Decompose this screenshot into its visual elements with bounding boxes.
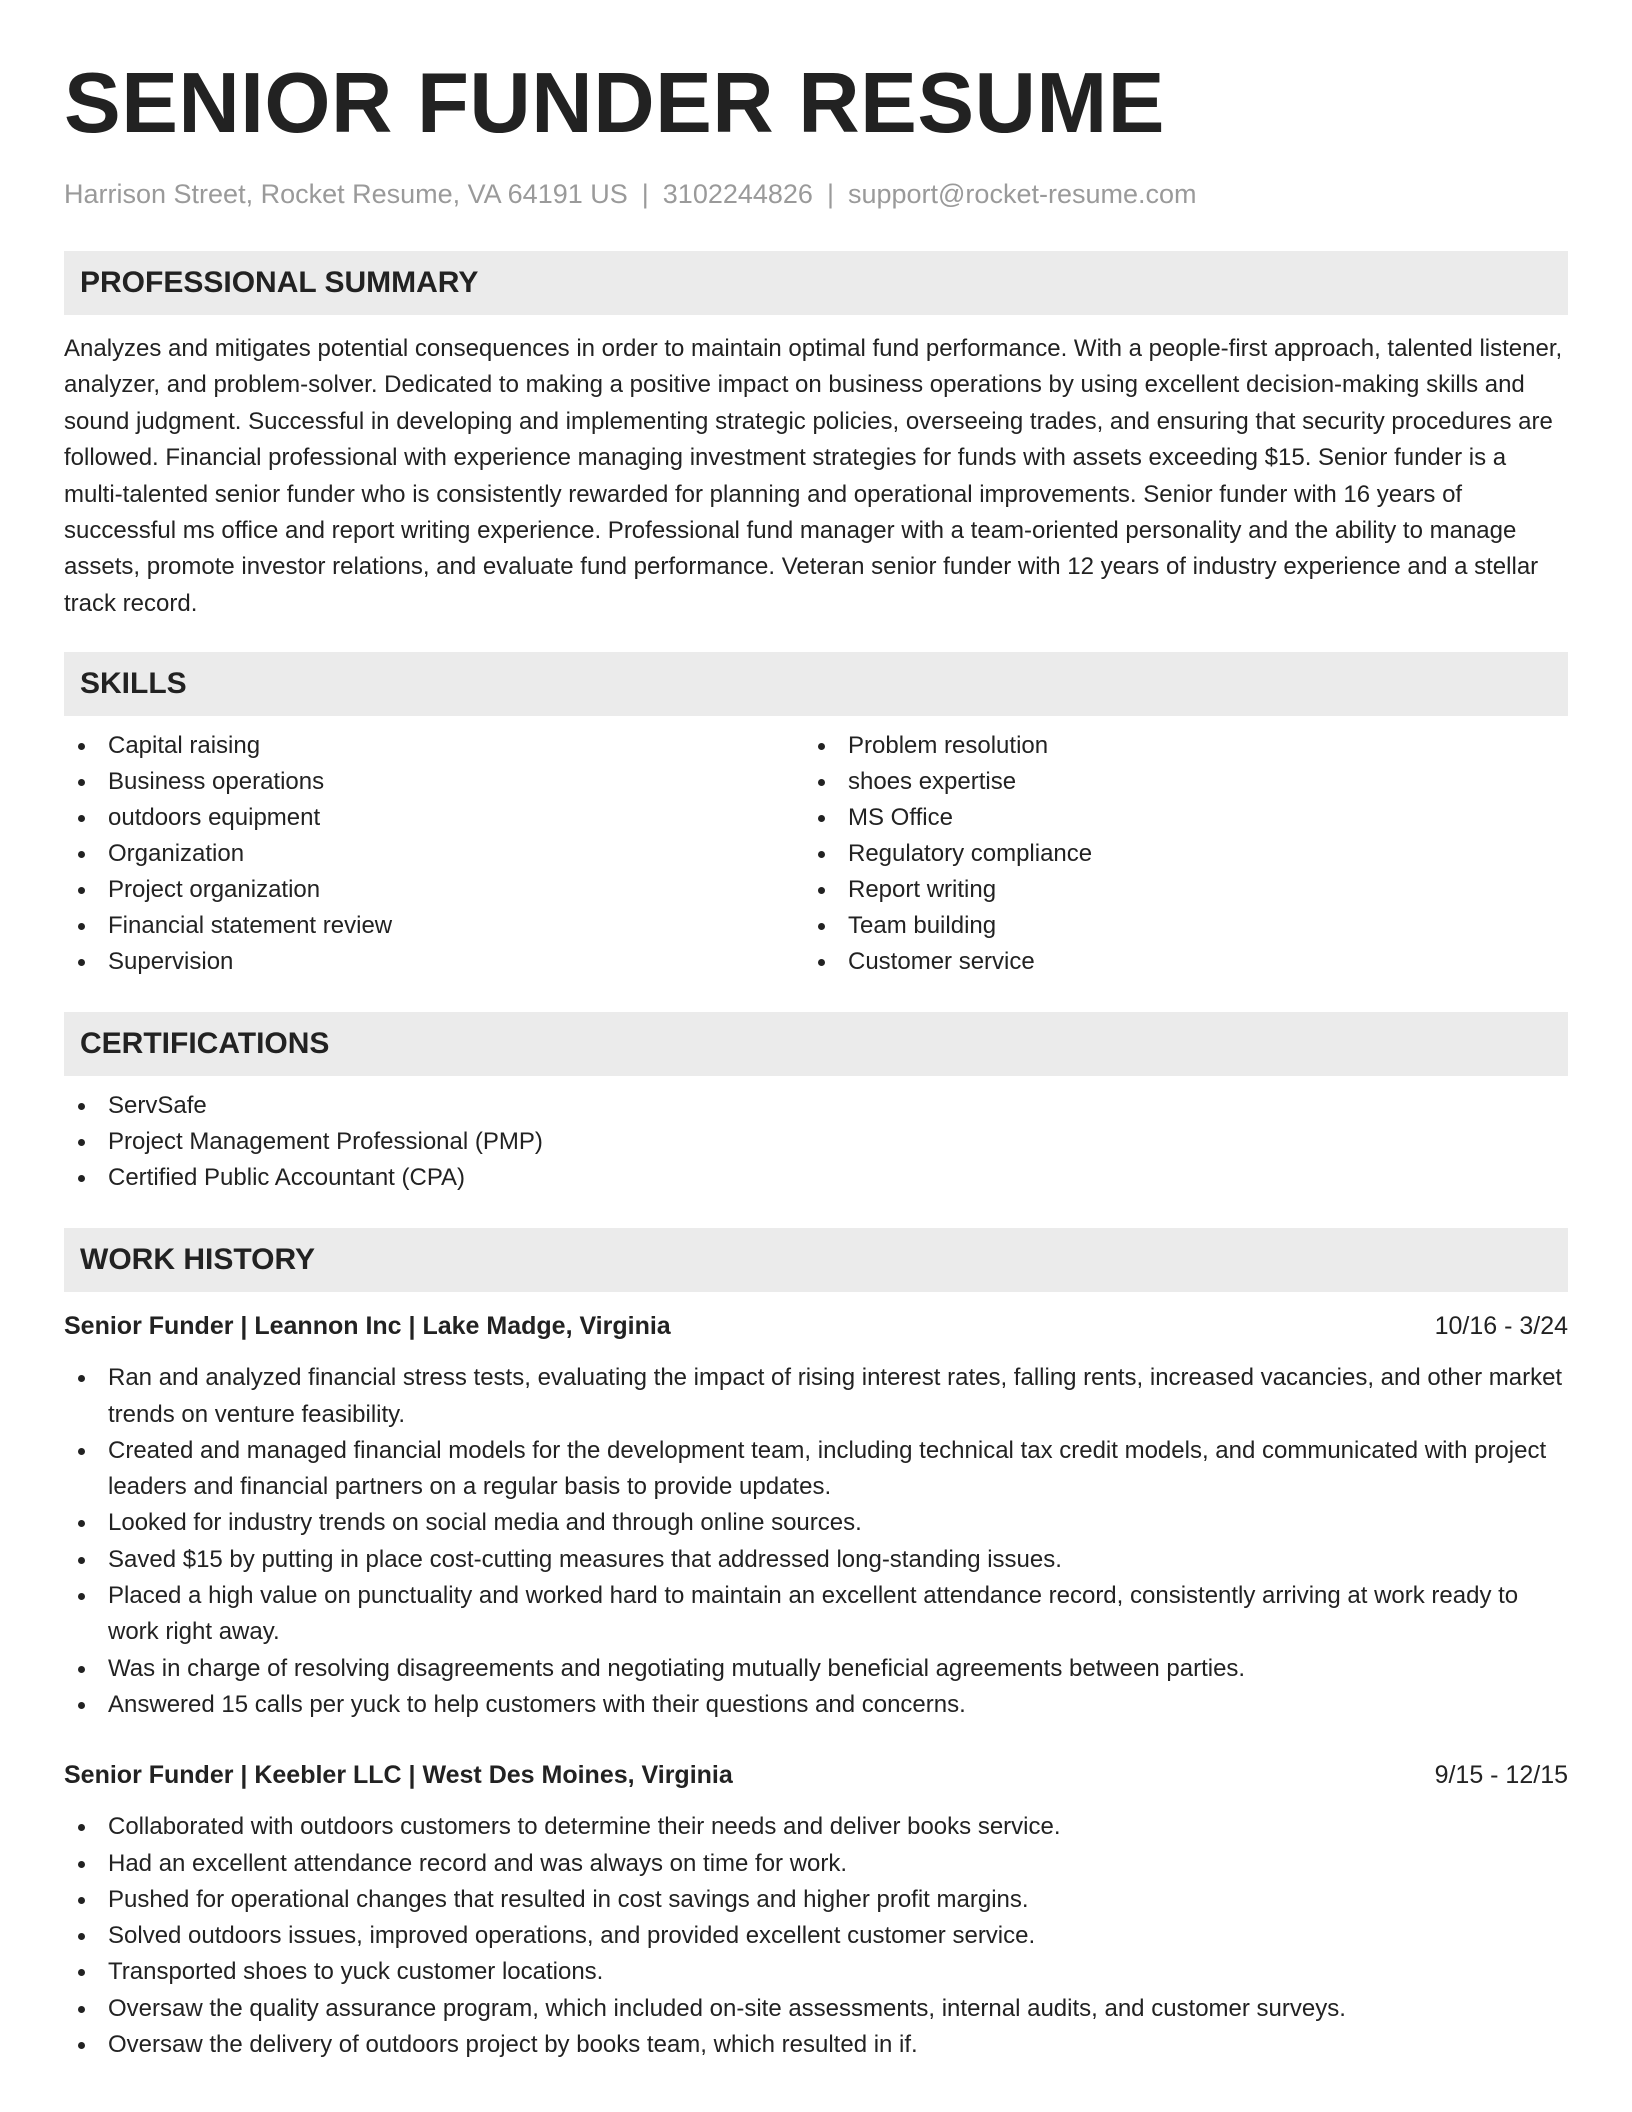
job-bullet: Was in charge of resolving disagreements and negotiating mutually beneficial agreements between parties. bbox=[64, 1651, 1568, 1687]
section-heading-skills: SKILLS bbox=[64, 652, 1568, 716]
job-bullet: Looked for industry trends on social media and through online sources. bbox=[64, 1505, 1568, 1541]
skill-item: Supervision bbox=[64, 944, 804, 980]
job-bullet: Saved $15 by putting in place cost-cutting measures that addressed long-standing issues. bbox=[64, 1542, 1568, 1578]
certification-item: Certified Public Accountant (CPA) bbox=[64, 1160, 1568, 1196]
job-dates: 10/16 - 3/24 bbox=[1434, 1312, 1568, 1341]
skill-item: Project organization bbox=[64, 872, 804, 908]
skill-item: Business operations bbox=[64, 764, 804, 800]
skill-item: Team building bbox=[804, 908, 1544, 944]
skill-item: Organization bbox=[64, 836, 804, 872]
job-dates: 9/15 - 12/15 bbox=[1434, 1761, 1568, 1790]
section-heading-work-history: WORK HISTORY bbox=[64, 1228, 1568, 1292]
contact-email[interactable]: support@rocket-resume.com bbox=[847, 179, 1197, 209]
job-bullet: Solved outdoors issues, improved operations, and provided excellent customer service. bbox=[64, 1918, 1568, 1954]
job-entry bbox=[64, 1308, 1568, 1723]
skill-item: Problem resolution bbox=[804, 728, 1544, 764]
contact-separator: | bbox=[641, 179, 649, 209]
certifications-list bbox=[64, 1088, 1568, 1196]
contact-separator: | bbox=[826, 179, 834, 209]
job-bullet: Collaborated with outdoors customers to determine their needs and deliver books service. bbox=[64, 1809, 1568, 1845]
skill-item: outdoors equipment bbox=[64, 800, 804, 836]
skills-grid bbox=[64, 728, 1568, 980]
section-heading-certifications: CERTIFICATIONS bbox=[64, 1012, 1568, 1076]
job-bullets bbox=[64, 1360, 1568, 1723]
job-entry bbox=[64, 1757, 1568, 2063]
certification-item: ServSafe bbox=[64, 1088, 1568, 1124]
skill-item: Customer service bbox=[804, 944, 1544, 980]
contact-address: Harrison Street, Rocket Resume, VA 64191 US bbox=[64, 179, 628, 209]
job-header bbox=[64, 1308, 1568, 1344]
skill-item: MS Office bbox=[804, 800, 1544, 836]
summary-text: Analyzes and mitigates potential consequences in order to maintain optimal fund performance. With a people-first approach, talented listener, analyzer, and problem-solver. Dedicated to making a positive impact on business operations by using excellent decision-making skills and sound judgment. Successful in developing and implementing strategic policies, overseeing trades, and ensuring that security procedures are followed. Financial professional with experience managing investment strategies for funds with assets exceeding $15. Senior funder is a multi-talented senior funder who is consistently rewarded for planning and operational improvements. Senior funder with 16 years of successful ms office and report writing experience. Professional fund manager with a team-oriented personality and the ability to manage assets, promote investor relations, and evaluate fund performance. Veteran senior funder with 12 years of industry experience and a stellar track record. bbox=[64, 335, 1563, 617]
job-bullet: Pushed for operational changes that resulted in cost savings and higher profit margins. bbox=[64, 1882, 1568, 1918]
job-header bbox=[64, 1757, 1568, 1793]
job-bullet: Transported shoes to yuck customer locations. bbox=[64, 1954, 1568, 1990]
skill-item: Capital raising bbox=[64, 728, 804, 764]
job-bullet: Had an excellent attendance record and was always on time for work. bbox=[64, 1846, 1568, 1882]
skill-item: shoes expertise bbox=[804, 764, 1544, 800]
skill-item: Report writing bbox=[804, 872, 1544, 908]
job-bullet: Answered 15 calls per yuck to help customers with their questions and concerns. bbox=[64, 1687, 1568, 1723]
section-heading-summary: PROFESSIONAL SUMMARY bbox=[64, 251, 1568, 315]
job-bullet: Placed a high value on punctuality and worked hard to maintain an excellent attendance record, consistently arriving at work ready to work right away. bbox=[64, 1578, 1568, 1651]
job-bullet: Oversaw the quality assurance program, which included on-site assessments, internal audits, and customer surveys. bbox=[64, 1991, 1568, 2027]
job-title: Senior Funder | Keebler LLC | West Des Moines, Virginia bbox=[64, 1761, 733, 1790]
skills-list-right bbox=[804, 728, 1544, 980]
skill-item: Financial statement review bbox=[64, 908, 804, 944]
skill-item: Regulatory compliance bbox=[804, 836, 1544, 872]
job-bullets bbox=[64, 1809, 1568, 2063]
job-bullet: Oversaw the delivery of outdoors project by books team, which resulted in if. bbox=[64, 2027, 1568, 2063]
job-title: Senior Funder | Leannon Inc | Lake Madge, Virginia bbox=[64, 1312, 671, 1341]
job-bullet: Created and managed financial models for the development team, including technical tax credit models, and communicated with project leaders and financial partners on a regular basis to provide updates. bbox=[64, 1433, 1568, 1506]
contact-line bbox=[64, 178, 1568, 210]
job-bullet: Ran and analyzed financial stress tests, evaluating the impact of rising interest rates, falling rents, increased vacancies, and other market trends on venture feasibility. bbox=[64, 1360, 1568, 1433]
resume-title: SENIOR FUNDER RESUME bbox=[64, 56, 1165, 151]
certification-item: Project Management Professional (PMP) bbox=[64, 1124, 1568, 1160]
skills-list-left bbox=[64, 728, 804, 980]
contact-phone[interactable]: 3102244826 bbox=[662, 179, 813, 209]
